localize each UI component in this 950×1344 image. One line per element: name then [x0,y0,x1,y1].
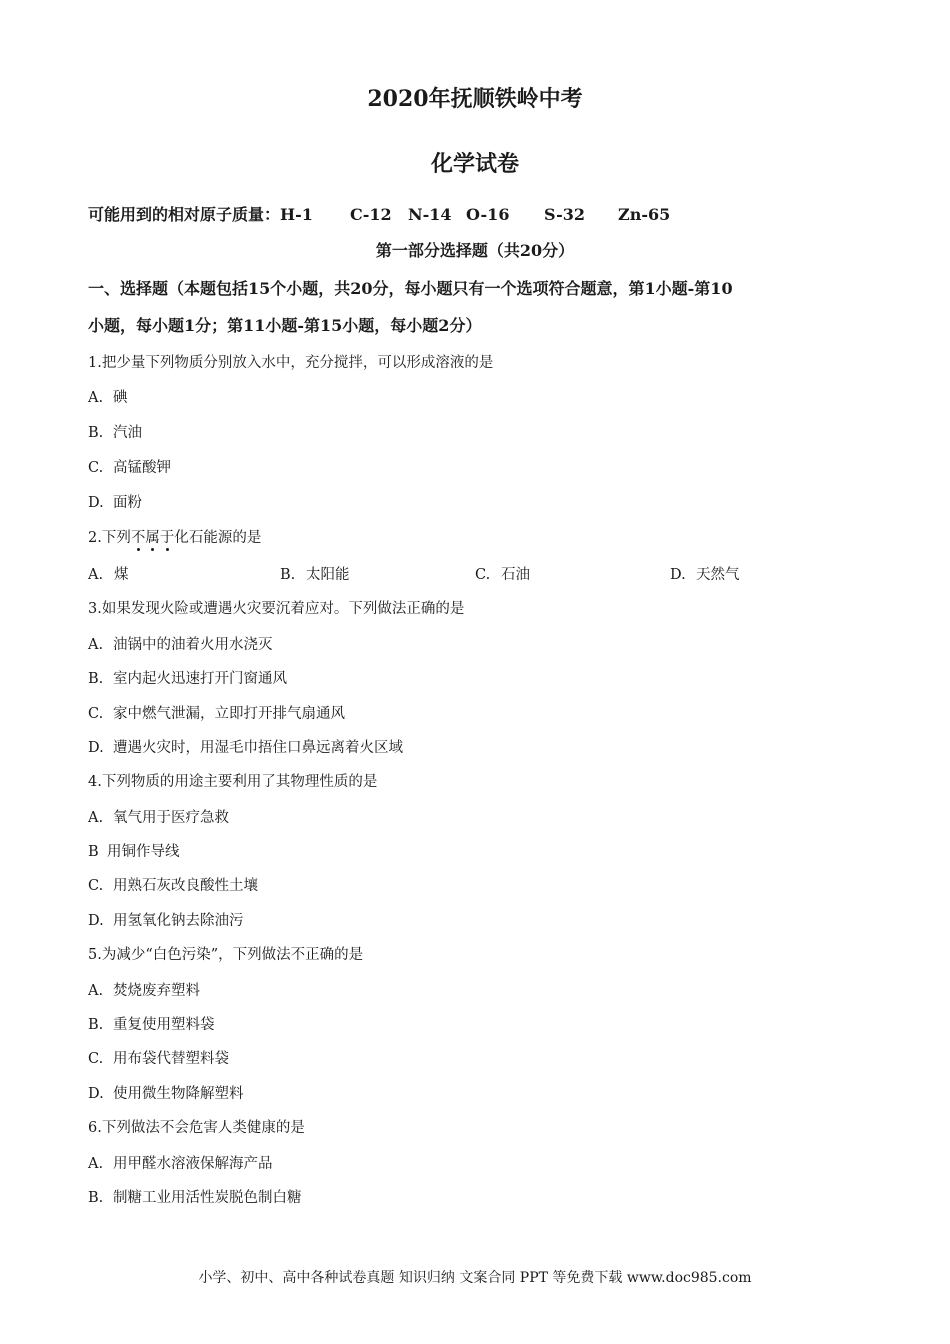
option-label: B. [88,671,104,687]
section-one-heading-line2: 小题，每小题1分；第11小题-第15小题，每小题2分） [88,316,482,335]
option-label: D. [88,913,104,929]
page-footer: 小学、初中、高中各种试卷真题 知识归纳 文案合同 PPT 等免费下载 www.doc985.com [198,1270,752,1286]
emphasis-char: 不 [130,530,146,546]
option-label: A. [88,1156,104,1172]
question-6-option-a [88,1153,273,1175]
question-2-stem-pre: 2.下列 [88,530,131,546]
question-1-option-b [88,422,142,444]
option-text: 家中燃气泄漏，立即打开排气扇通风 [113,706,345,722]
option-label: D. [670,567,686,583]
exam-subtitle: 化学试卷 [430,151,519,177]
question-2-option-a [88,564,129,586]
option-text: 高锰酸钾 [113,460,171,476]
atomic-mass-c: C-12 [350,205,392,224]
question-3-stem: 3.如果发现火险或遭遇火灾要沉着应对。下列做法正确的是 [88,601,465,617]
option-label: D. [88,740,104,756]
option-text: 焚烧废弃塑料 [113,983,200,999]
option-label: C. [475,567,491,583]
question-5-option-c [88,1048,229,1070]
option-text: 氧气用于医疗急救 [113,810,229,826]
option-text: 用布袋代替塑料袋 [113,1051,229,1067]
question-2-option-c [475,564,530,586]
option-label: C. [88,706,104,722]
question-1-option-c [88,457,171,479]
atomic-mass-label: 可能用到的相对原子质量： [88,205,281,224]
option-label: A. [88,390,104,406]
option-text: 油锅中的油着火用水浇灭 [113,637,273,653]
option-text: 天然气 [696,567,740,583]
option-text: 室内起火迅速打开门窗通风 [113,671,287,687]
emphasis-char: 于 [159,530,175,546]
option-label: C. [88,878,104,894]
option-label: A. [88,567,104,583]
question-4-option-c [88,875,258,897]
option-text: 遭遇火灾时，用湿毛巾捂住口鼻远离着火区域 [113,740,403,756]
atomic-mass-zn: Zn-65 [618,205,671,224]
atomic-mass-h: H-1 [280,205,313,224]
question-4-stem: 4.下列物质的用途主要利用了其物理性质的是 [88,774,378,790]
option-text: 碘 [113,390,128,406]
question-2-stem-post: 化石能源的是 [174,530,262,546]
option-text: 太阳能 [306,567,350,583]
option-text: 用氢氧化钠去除油污 [113,913,244,929]
option-text: 制糖工业用活性炭脱色制白糖 [113,1190,302,1206]
option-label: D. [88,1086,104,1102]
option-label: B. [88,1017,104,1033]
atomic-mass-o: O-16 [466,205,510,224]
question-3-option-b [88,668,287,690]
option-text: 用铜作导线 [107,844,180,860]
section-one-heading-line1: 一、选择题（本题包括15个小题，共20分，每小题只有一个选项符合题意，第1小题-第10 [88,279,733,298]
option-label: B. [280,567,296,583]
atomic-mass-n: N-14 [408,205,452,224]
question-3-option-c [88,703,345,725]
question-1-option-a [88,387,128,409]
question-4-option-a [88,807,229,829]
option-label: B [88,844,99,860]
option-label: A. [88,637,104,653]
question-6-stem: 6.下列做法不会危害人类健康的是 [88,1120,305,1136]
question-3-option-d [88,737,403,759]
atomic-mass-line [88,203,670,227]
question-5-option-a [88,980,200,1002]
option-label: B. [88,425,104,441]
option-text: 用甲醛水溶液保解海产品 [113,1156,273,1172]
part-one-heading: 第一部分选择题（共20分） [375,241,575,260]
question-4-option-d [88,910,244,932]
question-4-option-b [88,841,180,863]
question-5-stem: 5.为减少“白色污染”，下列做法不正确的是 [88,947,364,963]
question-5-option-d [88,1083,244,1105]
question-1-stem: 1.把少量下列物质分别放入水中，充分搅拌，可以形成溶液的是 [88,355,494,371]
emphasis-char: 属 [145,530,160,546]
question-2-option-d [670,564,740,586]
atomic-mass-s: S-32 [544,205,586,224]
question-5-option-b [88,1014,215,1036]
option-label: D. [88,495,104,511]
option-label: A. [88,810,104,826]
option-text: 汽油 [113,425,142,441]
question-6-option-b [88,1187,302,1209]
option-label: C. [88,460,104,476]
option-text: 煤 [114,567,129,583]
question-1-option-d [88,492,142,514]
option-label: A. [88,983,104,999]
question-3-option-a [88,634,273,656]
option-text: 面粉 [113,495,142,511]
option-text: 重复使用塑料袋 [113,1017,215,1033]
option-text: 石油 [501,567,530,583]
option-label: B. [88,1190,104,1206]
exam-title: 2020年抚顺铁岭中考 [367,86,583,112]
question-2-option-b [280,564,350,586]
question-2-stem [88,527,261,549]
option-label: C. [88,1051,104,1067]
option-text: 使用微生物降解塑料 [113,1086,244,1102]
option-text: 用熟石灰改良酸性土壤 [113,878,258,894]
